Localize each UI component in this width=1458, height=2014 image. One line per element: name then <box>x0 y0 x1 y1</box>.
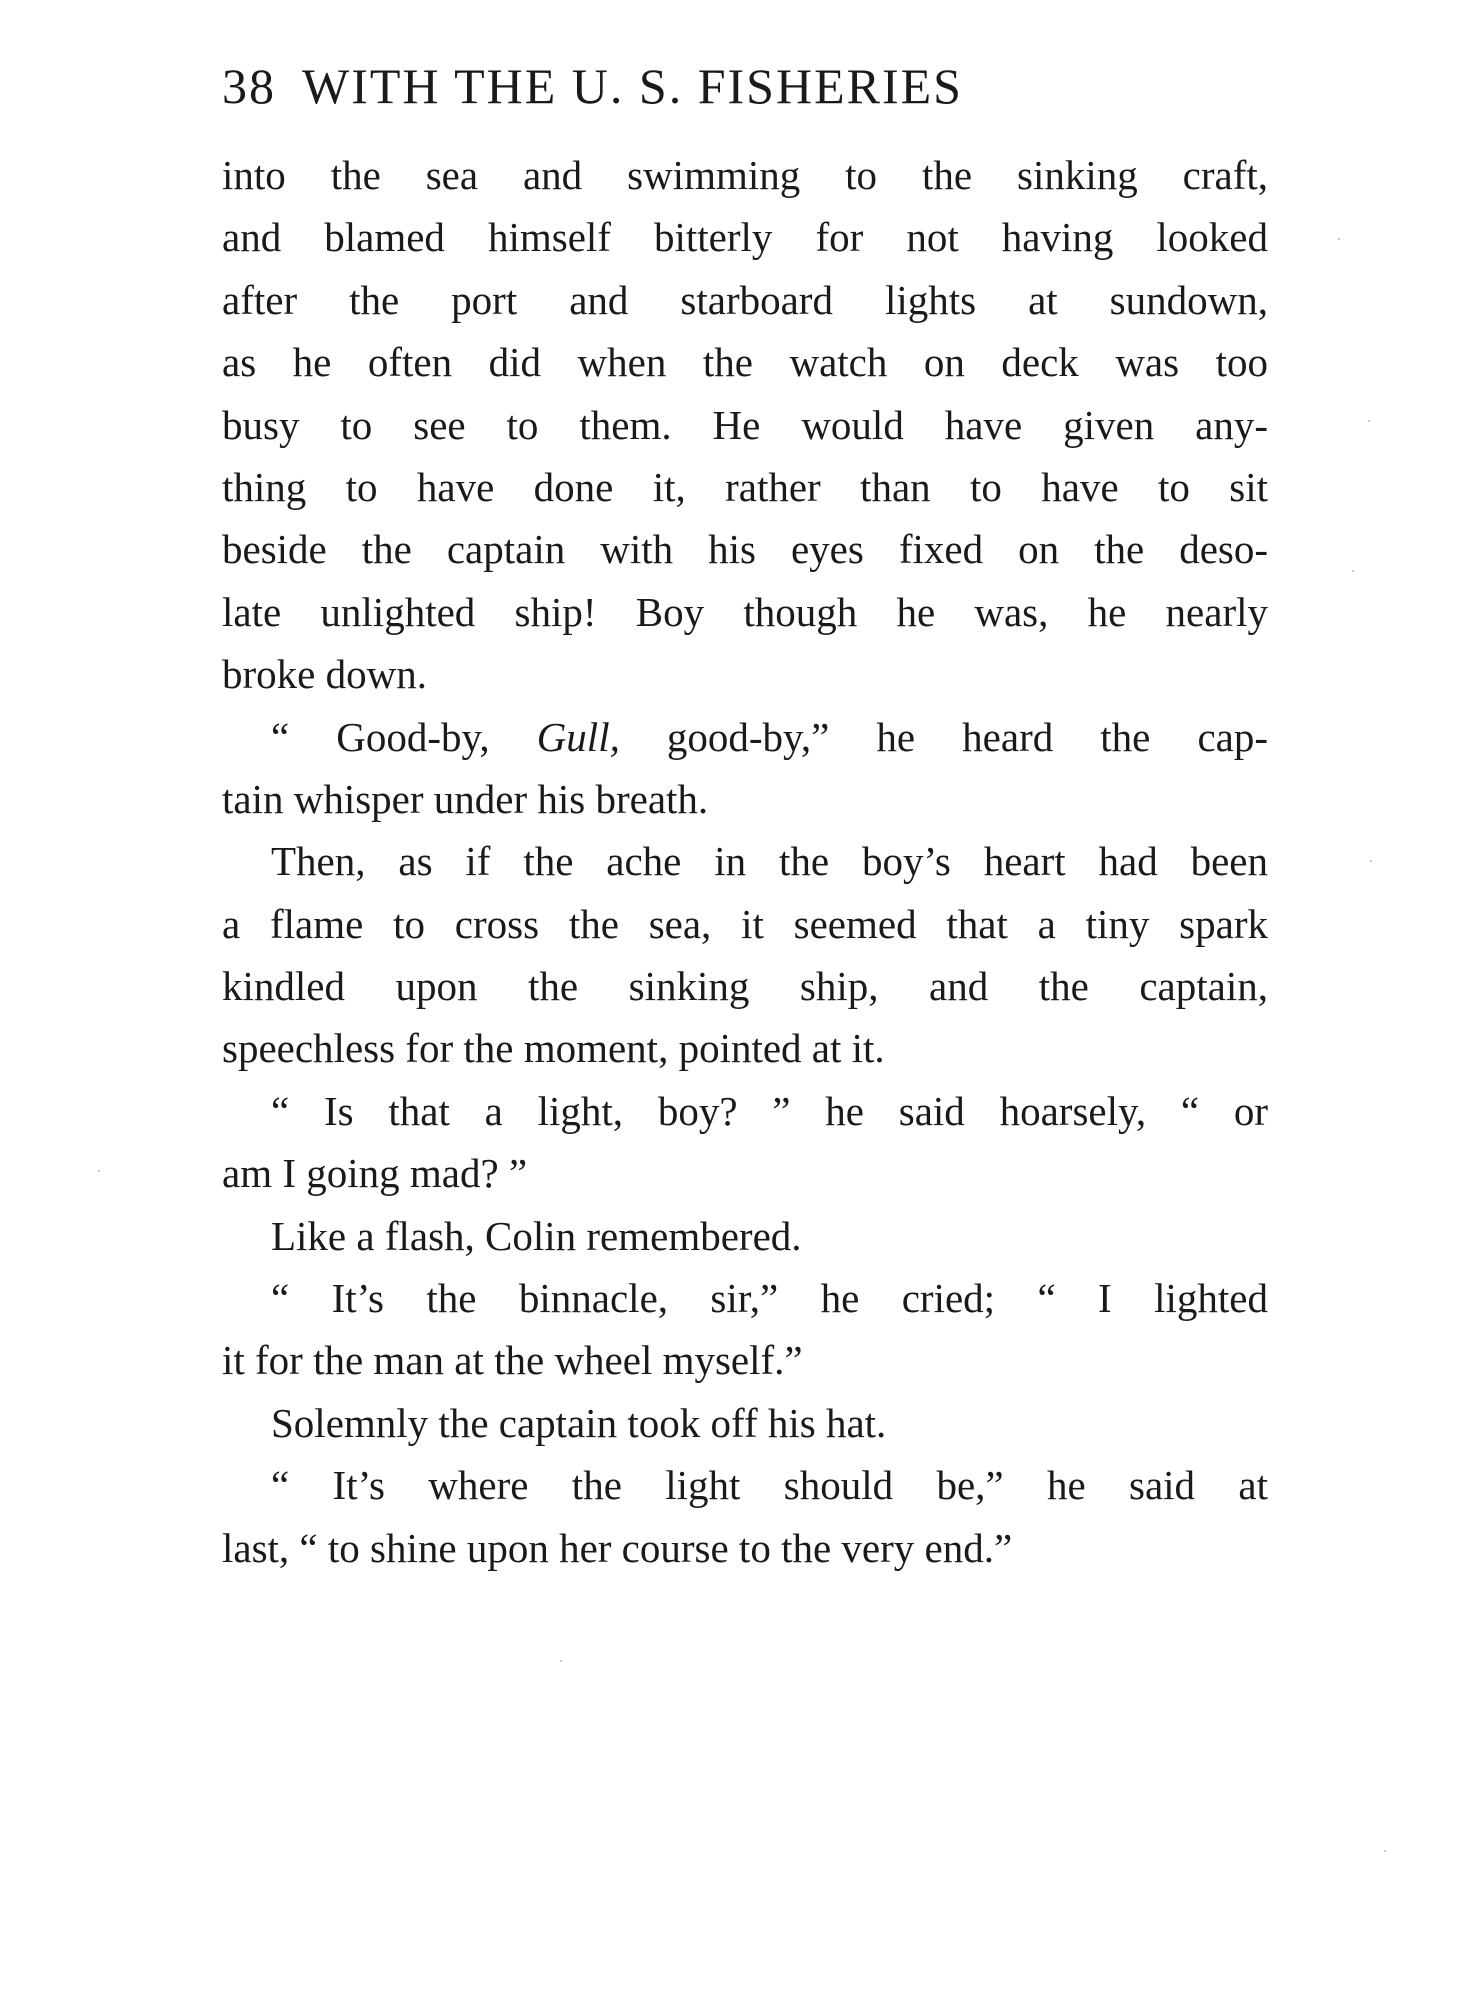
text-line: Then, as if the ache in the boy’s heart had been <box>271 838 1268 885</box>
text-line: beside the captain with his eyes fixed on the deso- <box>222 526 1268 573</box>
text-line: Like a flash, Colin remembered. <box>271 1212 802 1259</box>
text-line: busy to see to them. He would have given any- <box>222 401 1268 448</box>
text-line: kindled upon the sinking ship, and the captain, <box>222 963 1268 1010</box>
text-line: after the port and starboard lights at sundown, <box>222 276 1268 323</box>
text-line: tain whisper under his breath. <box>222 775 709 822</box>
text-line: “ Is that a light, boy? ” he said hoarsely, “ or <box>271 1087 1268 1134</box>
paper-speck <box>1370 860 1372 862</box>
text-line: and blamed himself bitterly for not having looked <box>222 214 1268 261</box>
paper-speck <box>1352 570 1354 572</box>
text-line: late unlighted ship! Boy though he was, he nearly <box>222 588 1268 635</box>
page-number: 38 <box>222 58 276 114</box>
paper-speck <box>560 1660 562 1662</box>
paper-speck <box>98 1170 100 1172</box>
text-line: it for the man at the wheel myself.” <box>222 1337 803 1384</box>
text-line: as he often did when the watch on deck was too <box>222 339 1268 386</box>
running-head <box>222 56 1142 116</box>
text-line: “ It’s the binnacle, sir,” he cried; “ I lighted <box>271 1275 1268 1322</box>
running-title: WITH THE U. S. FISHERIES <box>302 58 963 114</box>
text-line: broke down. <box>222 651 427 698</box>
paper-speck <box>1368 420 1370 422</box>
text-line: “ It’s where the light should be,” he said at <box>271 1462 1268 1509</box>
paper-speck <box>1384 1850 1386 1852</box>
body-text <box>222 144 1268 1579</box>
text-line: last, “ to shine upon her course to the very end.” <box>222 1524 1013 1571</box>
quote-rest: good-by,” he heard the cap- <box>619 713 1268 760</box>
quote-open: “ Good-by, <box>271 713 537 760</box>
text-line: into the sea and swimming to the sinking craft, <box>222 152 1268 198</box>
text-line: Solemnly the captain took off his hat. <box>271 1399 887 1446</box>
text-line: thing to have done it, rather than to have to sit <box>222 463 1268 510</box>
text-line <box>222 706 1268 768</box>
text-line: am I going mad? ” <box>222 1150 528 1197</box>
text-line: speechless for the moment, pointed at it. <box>222 1025 885 1072</box>
ship-name: Gull, <box>536 713 620 760</box>
text-line: a flame to cross the sea, it seemed that a tiny spark <box>222 900 1268 947</box>
paper-speck <box>1338 238 1340 240</box>
